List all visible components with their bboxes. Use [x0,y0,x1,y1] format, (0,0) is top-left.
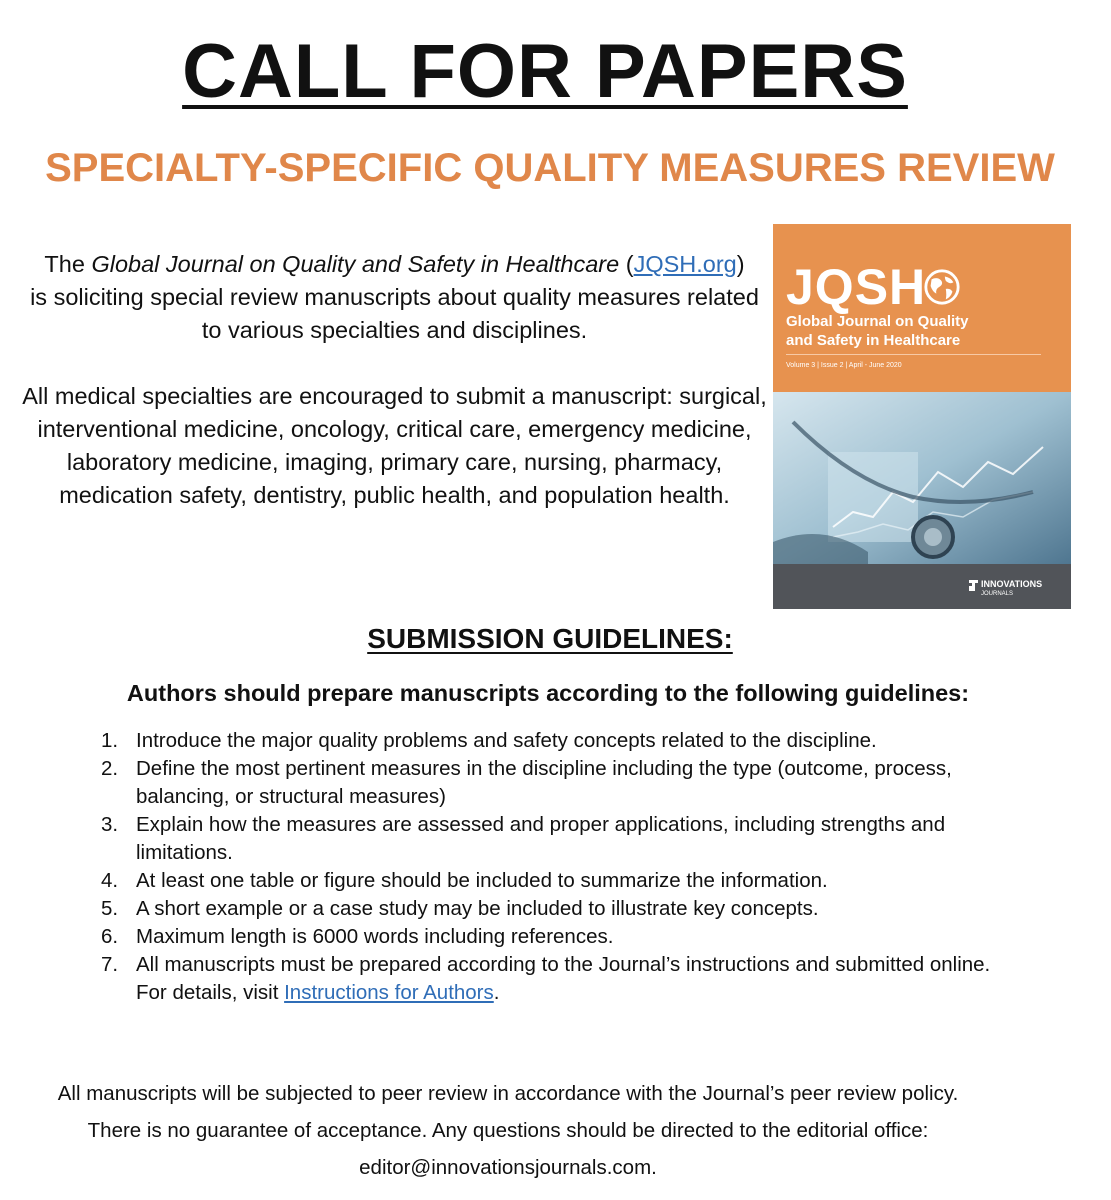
cover-subtitle-line1: Global Journal on Quality [786,313,969,330]
paren-open: ( [619,251,634,277]
journal-name: Global Journal on Quality and Safety in Healthcare [91,251,620,277]
intro-rest: is soliciting special review manuscripts about quality measures related to various specialties and disciplines. [30,284,759,343]
item-text: At least one table or figure should be included to summarize the information. [136,869,828,892]
list-item [95,727,995,755]
title-text: CALL FOR PAPERS [182,29,908,114]
item-text: Introduce the major quality problems and safety concepts related to the discipline. [136,729,877,752]
paren-close: ) [736,251,745,277]
intro-paragraph-1 [22,248,767,347]
item-number: 6. [101,925,119,948]
guidelines-heading [0,623,1100,655]
cover-logo: JQSH [786,259,927,315]
cover-issue: Volume 3 | Issue 2 | April - June 2020 [786,362,902,369]
item-text: Explain how the measures are assessed and proper applications, including strengths and limitations. [136,813,946,864]
cover-divider [786,354,1041,355]
item-text: A short example or a case study may be included to illustrate key concepts. [136,897,819,920]
cover-photo [773,392,1071,564]
footer-line-2: There is no guarantee of acceptance. Any questions should be directed to the editorial office: [87,1119,929,1142]
item-text-end: . [493,981,500,1004]
item-number: 5. [101,897,119,920]
page-title [0,28,1090,115]
item-number: 7. [101,953,119,976]
list-item [95,951,995,1007]
list-item [95,923,995,951]
list-item [95,895,995,923]
item-number: 4. [101,869,119,892]
intro-paragraph-2: All medical specialties are encouraged to submit a manuscript: surgical, interventional medicine, oncology, critical care, emergency medicine, laboratory medicine, imaging, primary care, nursing, pharmacy, medication safety, dentistry, public health, and population health. [22,383,767,508]
cover-footer [773,564,1071,609]
list-item [95,867,995,895]
instructions-for-authors-link[interactable]: Instructions for Authors [284,981,494,1004]
cover-subtitle [786,312,969,350]
item-text: All manuscripts must be prepared according to the Journal’s instructions and submitted online. For details, visit [136,953,991,1004]
journal-link[interactable]: JQSH.org [633,251,737,277]
footer-line-1: All manuscripts will be subjected to peer review in accordance with the Journal’s peer review policy. [57,1082,959,1105]
list-item [95,755,995,811]
globe-icon [923,268,961,306]
item-number: 2. [101,757,119,780]
page-subtitle: SPECIALTY-SPECIFIC QUALITY MEASURES REVIEW [45,146,1055,190]
item-text: Maximum length is 6000 words including references. [136,925,614,948]
list-item [95,811,995,867]
cover-brand [981,580,1042,598]
item-text: Define the most pertinent measures in the discipline including the type (outcome, process, balancing, or structural measures) [136,757,952,808]
cover-subtitle-line2: and Safety in Healthcare [786,332,961,349]
footer-email: editor@innovationsjournals.com. [359,1156,657,1179]
journal-cover [773,224,1071,609]
intro-prefix: The [44,251,92,277]
item-number: 3. [101,813,119,836]
guidelines-lead: Authors should prepare manuscripts according to the following guidelines: [126,680,970,706]
brand-line1: INNOVATIONS [981,579,1043,589]
guidelines-heading-text: SUBMISSION GUIDELINES: [367,623,733,654]
footer [0,1075,1016,1186]
guidelines-list [95,727,995,1007]
brand-line2: JOURNALS [981,591,1014,597]
item-number: 1. [101,729,119,752]
innovations-logo-icon [969,580,978,591]
intro-section [22,248,767,545]
